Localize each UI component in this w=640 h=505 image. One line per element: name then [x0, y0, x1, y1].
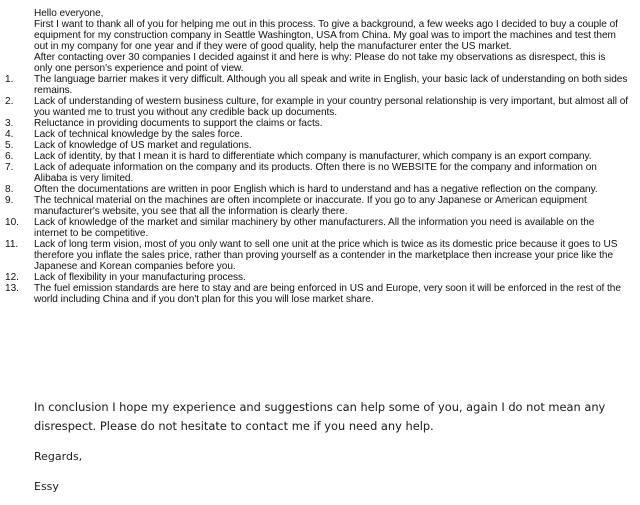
list-item-number: 4. [5, 129, 14, 140]
list-item-number: 6. [5, 151, 14, 162]
list-item-text: Lack of adequate information on the company and its products. Often there is no WEBSITE for the company and information on Alibaba is very limited. [34, 162, 597, 184]
list-item-text: Reluctance in providing documents to support the claims or facts. [34, 118, 323, 129]
list-item-number: 3. [5, 118, 14, 129]
list-item [0, 217, 640, 239]
list-item-text: Lack of knowledge of the market and similar machinery by other manufacturers. All the information you need is available on the internet to be competitive. [34, 217, 595, 239]
list-item-text: The language barrier makes it very difficult. Although you all speak and write in English, your basic lack of understanding on both sides remains. [34, 74, 628, 96]
list-item-number: 8. [5, 184, 14, 195]
list-item-text: Lack of technical knowledge by the sales force. [34, 129, 243, 140]
list-item-number: 7. [5, 162, 14, 173]
list-item [0, 151, 640, 162]
list-item-number: 1. [5, 74, 14, 85]
letter-body [0, 8, 640, 305]
list-item [0, 195, 640, 217]
list-item-text: Lack of understanding of western business culture, for example in your country personal relationship is very important, but almost all of you wanted me to trust you without any credible back up documents. [34, 96, 629, 118]
conclusion-paragraph: In conclusion I hope my experience and suggestions can help some of you, again I do not mean any disrespect. Please do not hesitate to contact me if you need any help. [34, 400, 606, 433]
list-item-text: Lack of flexibility in your manufacturing process. [34, 272, 246, 283]
list-item [0, 118, 640, 129]
list-item-number: 13. [5, 283, 19, 294]
list-item [0, 283, 640, 305]
list-item [0, 184, 640, 195]
list-item-number: 2. [5, 96, 14, 107]
list-item-text: Often the documentations are written in poor English which is hard to understand and has a negative reflection on the company. [34, 184, 598, 195]
regards-line: Regards, [34, 450, 83, 463]
list-item [0, 239, 640, 272]
list-item [0, 74, 640, 96]
list-item-text: The technical material on the machines are often incomplete or inaccurate. If you go to any Japanese or American equipment manufacturer's website, you see that all the information is clearly there. [34, 195, 587, 217]
list-item-number: 11. [5, 239, 19, 250]
signature-name: Essy [34, 480, 59, 493]
greeting: Hello everyone, [34, 8, 104, 19]
list-item [0, 129, 640, 140]
observations-list [0, 74, 640, 305]
list-item-number: 5. [5, 140, 14, 151]
list-item-text: Lack of knowledge of US market and regulations. [34, 140, 252, 151]
list-item [0, 96, 640, 118]
list-item-number: 10. [5, 217, 19, 228]
list-item-number: 9. [5, 195, 14, 206]
list-item [0, 140, 640, 151]
list-item-text: The fuel emission standards are here to stay and are being enforced in US and Europe, very soon it will be enforced in the rest of the world including China and if you don't plan for this you will lose market share. [34, 283, 621, 305]
list-item-number: 12. [5, 272, 19, 283]
list-item [0, 162, 640, 184]
after-contacting-paragraph: After contacting over 30 companies I decided against it and here is why: Please do not take my observations as disrespect, this is only one person's experience and point of view. [34, 52, 606, 74]
list-item-text: Lack of identity, by that I mean it is hard to differentiate which company is manufacturer, which company is an export company. [34, 151, 592, 162]
list-item [0, 272, 640, 283]
list-item-text: Lack of long term vision, most of you only want to sell one unit at the price which is twice as its domestic price because it goes to US therefore you inflate the sales price, rather than proving yourself as a contender in the marketplace then increase your price like the Japanese and Korean companies before you. [34, 239, 618, 272]
intro-paragraph: First I want to thank all of you for helping me out in this process. To give a background, a few weeks ago I decided to buy a couple of equipment for my construction company in Seattle Washington, USA from China. My goal was to import the machines and test them out in my company for one year and if they were of good quality, help the manufacturer enter the US market. [34, 19, 618, 52]
